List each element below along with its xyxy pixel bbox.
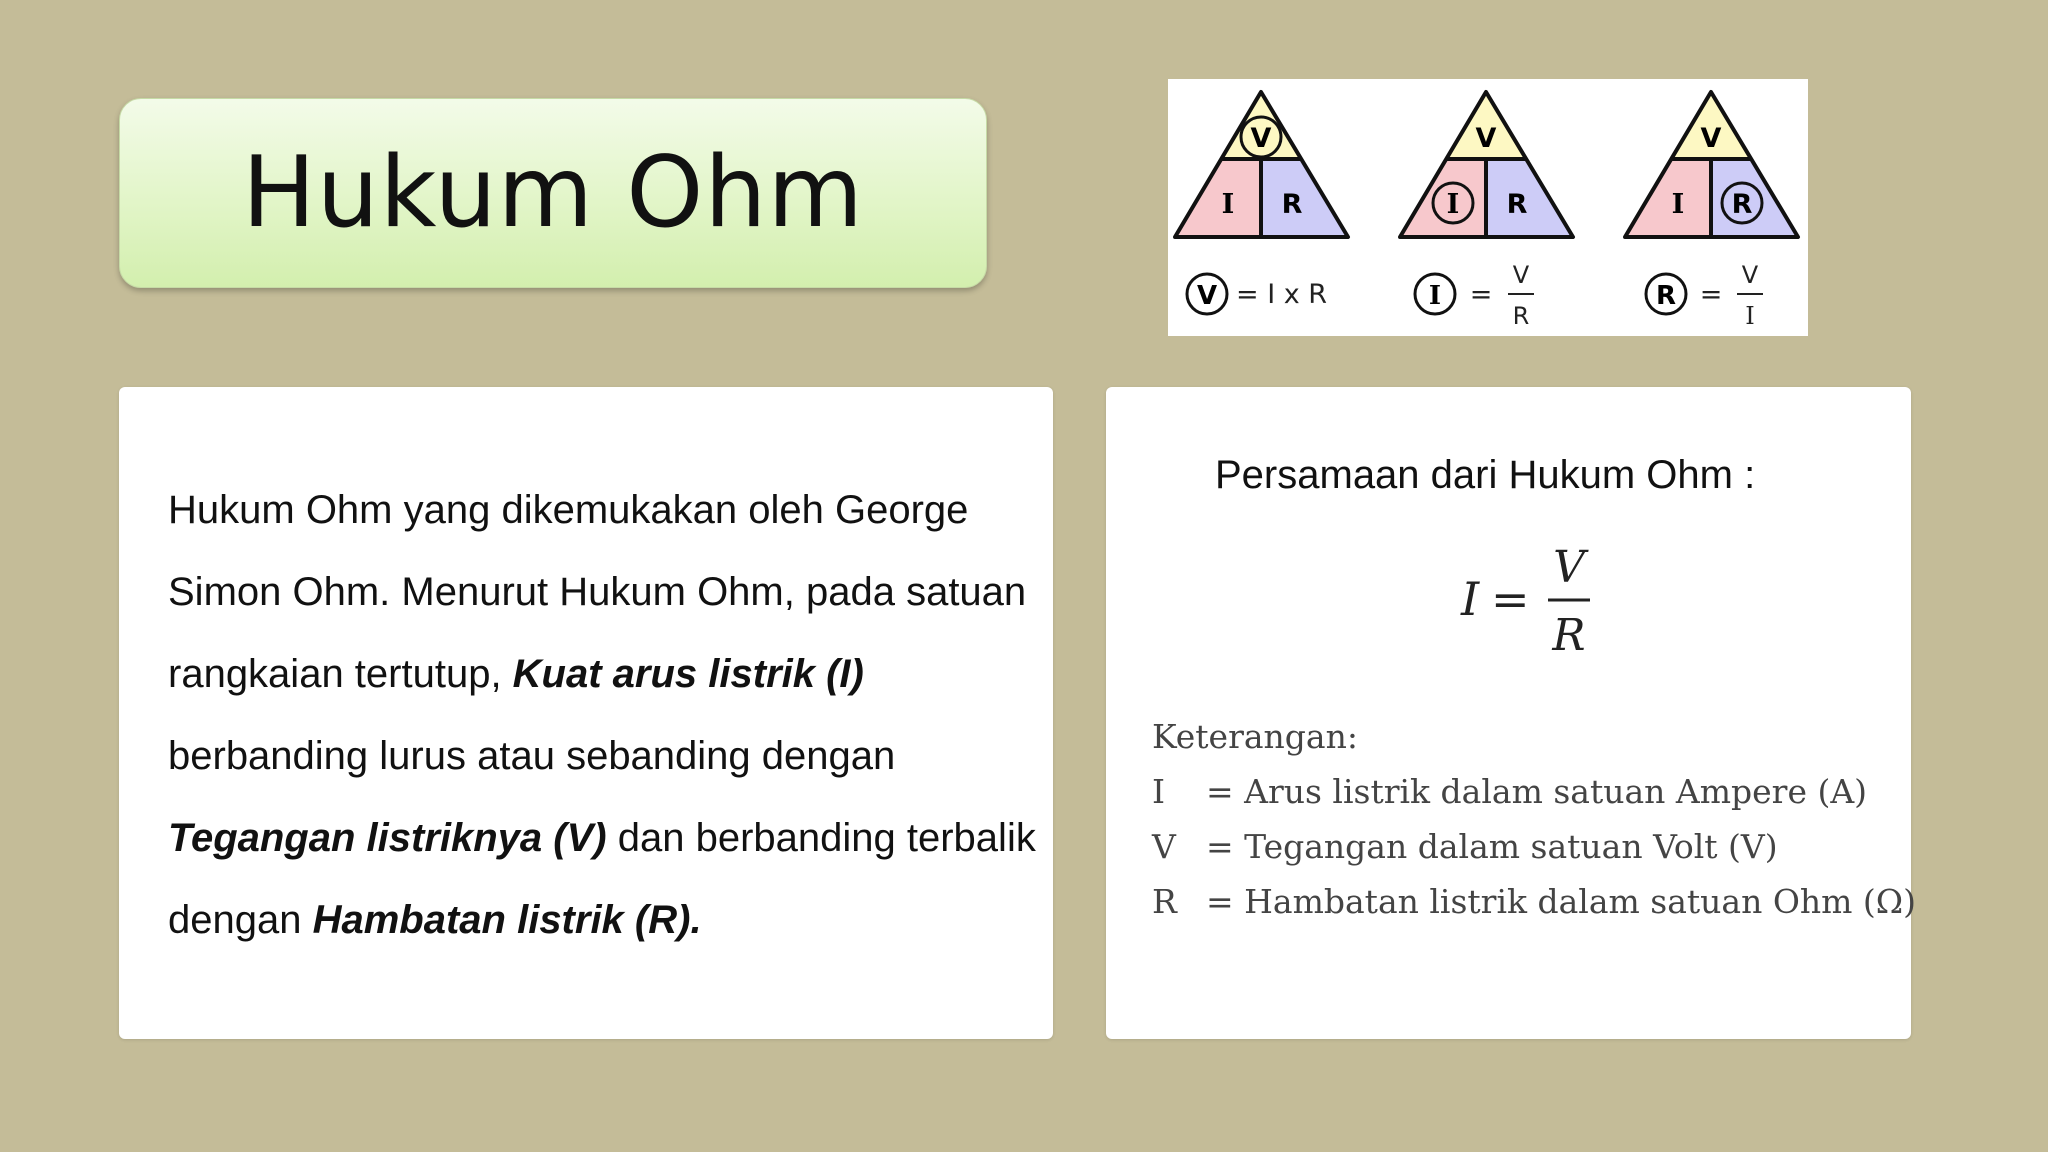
description-part-2: berbanding lurus atau sebanding dengan (168, 734, 896, 778)
keterangan-row (1152, 874, 1916, 929)
keterangan-text: = Hambatan listrik dalam satuan Ohm (Ω) (1206, 882, 1917, 921)
triangle-2-denominator: R (1512, 302, 1530, 330)
triangle-3-numerator: V (1741, 261, 1759, 289)
emphasis-kuat-arus: Kuat arus listrik (I) (512, 652, 864, 696)
svg-text:=: = (1699, 279, 1723, 310)
triangle-2-numerator: V (1512, 261, 1530, 289)
slide-title: Hukum Ohm (242, 136, 864, 250)
title-box (119, 98, 987, 288)
ohm-formula (1441, 542, 1641, 662)
triangle-2-right: R (1506, 189, 1528, 220)
triangle-2-left: I (1446, 189, 1460, 220)
ohm-triangle-3 (1625, 92, 1798, 330)
ohm-triangle-2 (1400, 92, 1573, 330)
keterangan-title: Keterangan: (1152, 717, 1358, 756)
triangle-1-formula-lhs: V (1196, 281, 1218, 311)
triangle-3-right: R (1731, 189, 1753, 220)
ohm-triangle-1 (1175, 92, 1348, 314)
triangle-3-formula-lhs: R (1655, 281, 1677, 311)
triangle-3-top: V (1700, 123, 1722, 154)
triangle-1-right: R (1281, 189, 1303, 220)
keterangan-symbol: R (1152, 882, 1177, 921)
triangle-3-left: I (1671, 189, 1685, 220)
keterangan-text: = Arus listrik dalam satuan Ampere (A) (1206, 772, 1868, 811)
triangle-2-formula-lhs: I (1428, 281, 1442, 311)
formula-denominator: R (1552, 610, 1586, 661)
emphasis-tegangan: Tegangan listriknya (V) (168, 816, 607, 860)
emphasis-hambatan: Hambatan listrik (R). (312, 898, 702, 942)
keterangan-row (1152, 764, 1916, 819)
equation-card (1106, 387, 1917, 1039)
keterangan-text: = Tegangan dalam satuan Volt (V) (1206, 827, 1778, 866)
triangle-3-denominator: I (1745, 302, 1755, 330)
keterangan-symbol: I (1152, 772, 1166, 811)
formula-numerator: V (1553, 542, 1585, 593)
triangle-2-top: V (1475, 123, 1497, 154)
keterangan (1152, 709, 1916, 929)
description-part-1: Hukum Ohm yang dikemukakan oleh George Simon Ohm. Menurut Hukum Ohm, pada satuan rangkaian tertutup, (168, 488, 1027, 696)
description-card (119, 387, 1053, 1039)
formula-equals: = (1491, 572, 1530, 626)
triangle-1-left: I (1221, 189, 1235, 220)
triangle-1-top: V (1250, 123, 1272, 154)
formula-lhs: I (1461, 572, 1480, 626)
keterangan-row (1152, 819, 1916, 874)
equation-heading: Persamaan dari Hukum Ohm : (1215, 453, 1756, 497)
svg-text:=: = (1469, 279, 1493, 310)
description-part-3: dan berbanding terbalik dengan (168, 816, 1036, 942)
triangle-1-formula-rhs: = I x R (1236, 279, 1328, 310)
keterangan-symbol: V (1152, 827, 1176, 866)
description-text (168, 469, 1038, 961)
ohm-triangles-image (1168, 79, 1808, 336)
